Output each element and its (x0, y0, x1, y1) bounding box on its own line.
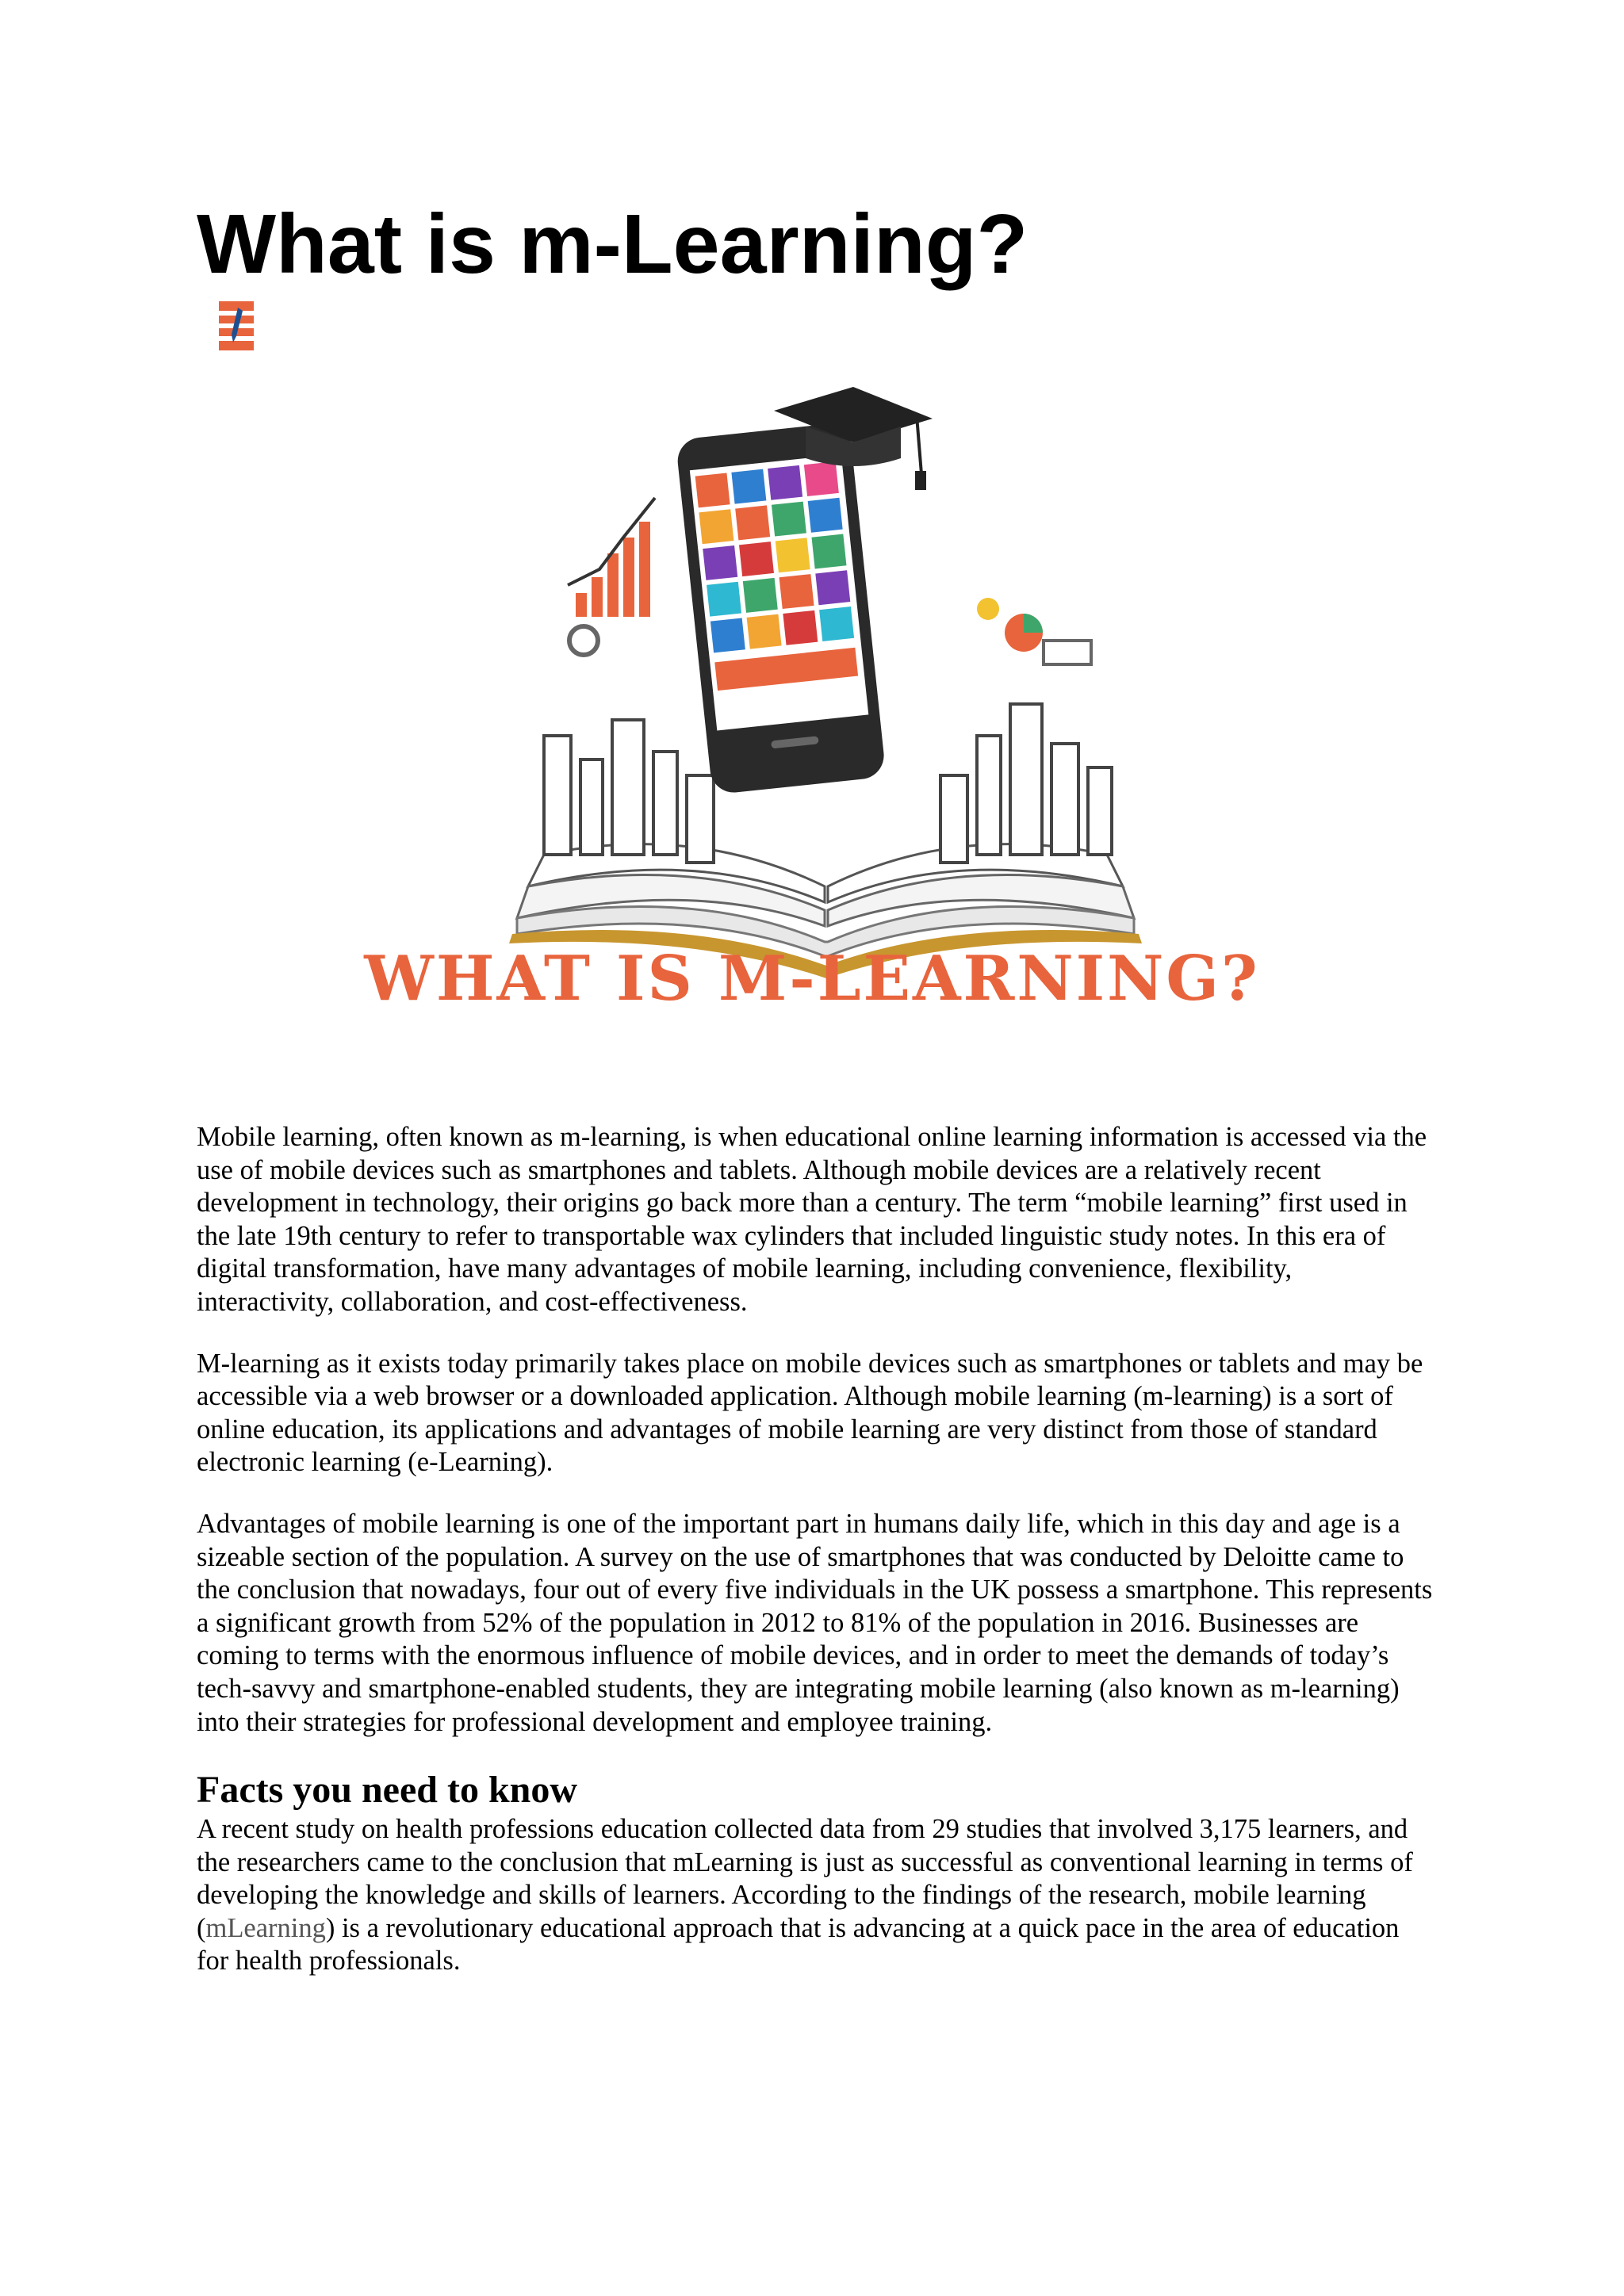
paragraph-intro: Mobile learning, often known as m-learning, is when educational online learning information is accessed via the use of mobile devices such as smartphones and tablets. Although mobile devices are a relatively recent development in technology, their origins go back more than a century. The term “mobile learning” first used in the late 19th century to refer to transportable wax cylinders that included linguistic study notes. In this era of digital transformation, have many advantages of mobile learning, including convenience, flexibility, interactivity, collaboration, and cost-effectiveness. (197, 1122, 1427, 1317)
smartphone-icon (676, 422, 887, 795)
gear-icon (569, 626, 598, 655)
section-heading: Facts you need to know (197, 1769, 578, 1812)
site-logo-icon (217, 300, 255, 352)
facts-text-end: ) is a revolutionary educational approach that is advancing at a quick pace in the area of education for health professionals. (197, 1912, 1400, 1976)
bar-chart-icon (576, 522, 650, 617)
mlearning-link[interactable]: mLearning (205, 1912, 326, 1943)
paragraph-today: M-learning as it exists today primarily takes place on mobile devices such as smartphones or tablets and may be accessible via a web browser or a downloaded application. Although mobile learning (m-learning) is a sort of online education, its applications and advantages of mobile learning are very distinct from those of standard electronic learning (e-Learning). (197, 1348, 1423, 1478)
mobile-learning-illustration (330, 379, 1323, 1037)
lightbulb-icon (977, 598, 999, 620)
facts-text-start: A recent study on health professions education collected data from 29 studies that involved 3,175 learners, and the researchers came to the conclusion that mLearning is just as successful as conventional learning in terms of developing the knowledge and skills of learners. According to the findings of the research, mobile learning ( (197, 1814, 1413, 1943)
paragraph-facts (197, 1813, 1434, 1978)
page-title: What is m-Learning? (197, 197, 1028, 291)
paragraph-advantages: Advantages of mobile learning is one of the important part in humans daily life, which in this day and age is a sizeable section of the population. A survey on the use of smartphones that was conducted by Deloitte came to the conclusion that nowadays, four out of every five individuals in the UK possess a smartphone. This represents a significant growth from 52% of the population in 2012 to 81% of the population in 2016. Businesses are coming to terms with the enormous influence of mobile devices, and in order to meet the demands of today’s tech-savvy and smartphone-enabled students, they are integrating mobile learning (also known as m-learning) into their strategies for professional development and employee training. (197, 1508, 1433, 1737)
article-body (197, 1121, 1434, 2007)
hero-caption: WHAT IS M-LEARNING? (364, 943, 1260, 1015)
